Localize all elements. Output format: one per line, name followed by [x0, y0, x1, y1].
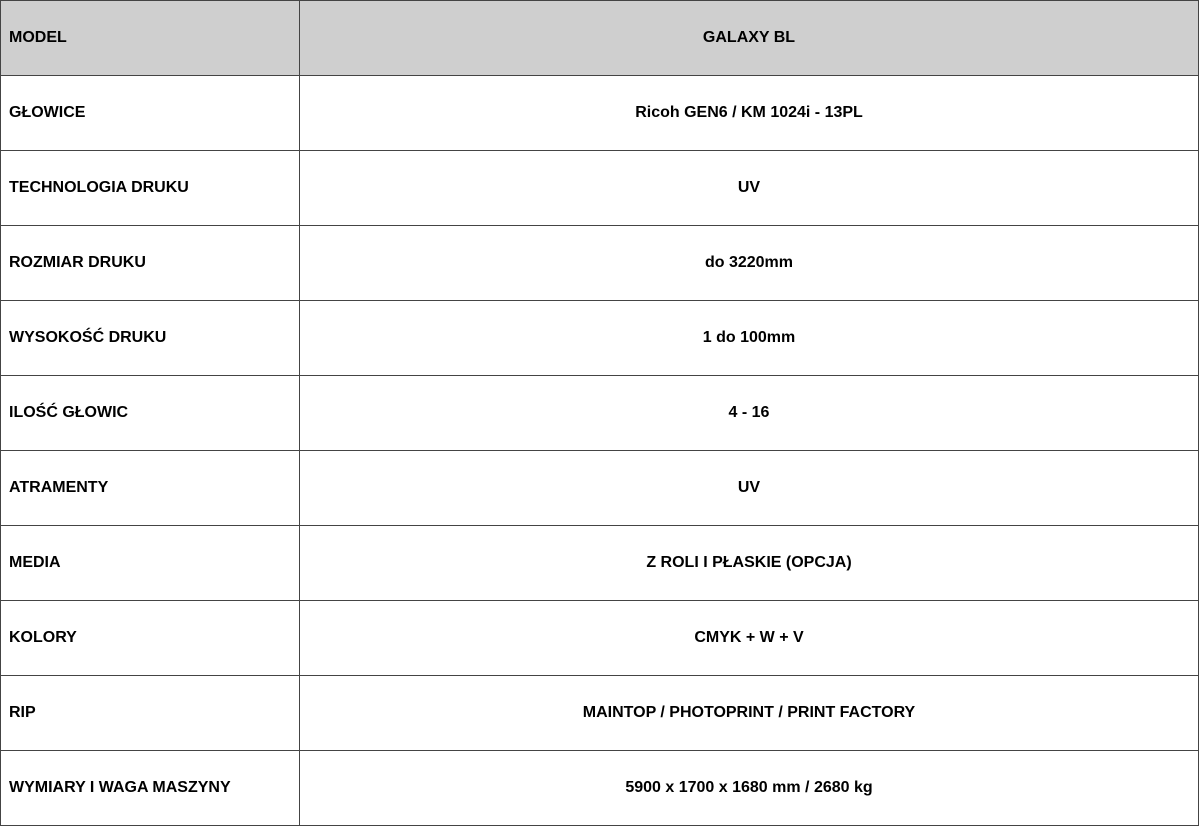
table-row — [1, 76, 1199, 151]
header-label-cell: MODEL — [1, 1, 300, 76]
table-header-row — [1, 1, 1199, 76]
row-label: GŁOWICE — [1, 76, 300, 151]
table-row — [1, 451, 1199, 526]
row-label: ATRAMENTY — [1, 451, 300, 526]
row-label: ILOŚĆ GŁOWIC — [1, 376, 300, 451]
table-row — [1, 751, 1199, 826]
table-row — [1, 676, 1199, 751]
row-label: ROZMIAR DRUKU — [1, 226, 300, 301]
table-row — [1, 526, 1199, 601]
row-value: 4 - 16 — [300, 376, 1199, 451]
table-row — [1, 226, 1199, 301]
table-row — [1, 301, 1199, 376]
header-value-cell: GALAXY BL — [300, 1, 1199, 76]
row-value: Z ROLI I PŁASKIE (OPCJA) — [300, 526, 1199, 601]
row-value: UV — [300, 451, 1199, 526]
row-value: MAINTOP / PHOTOPRINT / PRINT FACTORY — [300, 676, 1199, 751]
row-value: Ricoh GEN6 / KM 1024i - 13PL — [300, 76, 1199, 151]
table-row — [1, 376, 1199, 451]
row-label: TECHNOLOGIA DRUKU — [1, 151, 300, 226]
row-value: 5900 x 1700 x 1680 mm / 2680 kg — [300, 751, 1199, 826]
row-label: WYSOKOŚĆ DRUKU — [1, 301, 300, 376]
row-label: RIP — [1, 676, 300, 751]
table-row — [1, 151, 1199, 226]
row-label: WYMIARY I WAGA MASZYNY — [1, 751, 300, 826]
row-label: MEDIA — [1, 526, 300, 601]
row-value: UV — [300, 151, 1199, 226]
row-value: do 3220mm — [300, 226, 1199, 301]
row-value: 1 do 100mm — [300, 301, 1199, 376]
row-label: KOLORY — [1, 601, 300, 676]
table-row — [1, 601, 1199, 676]
row-value: CMYK + W + V — [300, 601, 1199, 676]
